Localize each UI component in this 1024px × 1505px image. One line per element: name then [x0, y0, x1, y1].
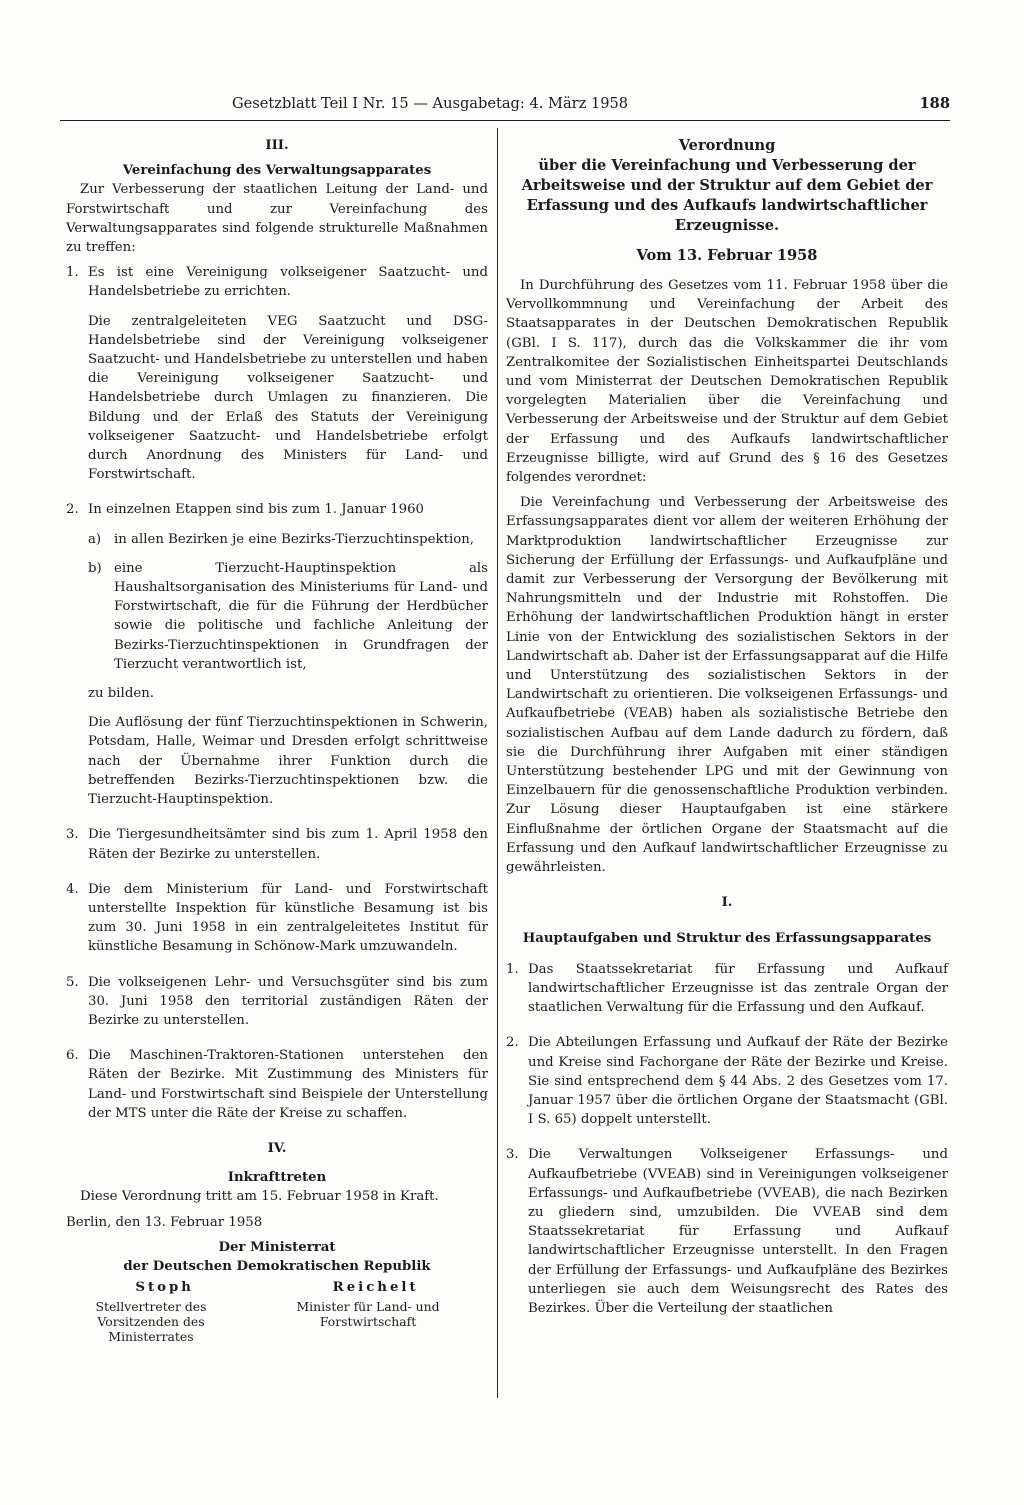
list-item — [66, 825, 488, 863]
list-item — [66, 500, 488, 809]
ordinance-title: Verordnung — [678, 137, 776, 154]
page-number: 188 — [919, 95, 950, 112]
section-numeral: I. — [721, 895, 733, 911]
item-number: 5. — [66, 974, 79, 990]
section-heading: Hauptaufgaben und Struktur des Erfassungsapparates — [522, 930, 932, 946]
inkrafttreten-text: Diese Verordnung tritt am 15. Februar 1958 in Kraft. — [80, 1189, 439, 1205]
item-lead: In einzelnen Etappen sind bis zum 1. Januar 1960 — [88, 502, 424, 518]
item-number: 3. — [66, 827, 79, 843]
preamble-paragraph: In Durchführung des Gesetzes vom 11. Februar 1958 über die Vervollkommnung und Vereinfachung der Arbeit des Staatsapparates in der Deutschen Demokratischen Republik (GBl. I S. 117), durch das die Volkskammer die ihr vom Zentralkomitee der Sozialistischen Einheitspartei Deutschlands und vom Ministerrat der Deutschen Demokratischen Republik vorgelegten Materialien über die Vereinfachung und Verbesserung der Arbeitsweise und der Struktur auf dem Gebiet der Erfassung und des Aufkaufs landwirtschaftlicher Erzeugnisse billigte, wird auf Grund des § 16 des Gesetzes folgendes verordnet: — [506, 278, 948, 486]
list-item — [66, 880, 488, 957]
ordinance-date: Vom 13. Februar 1958 — [636, 247, 818, 264]
section-numeral: IV. — [267, 1140, 287, 1156]
item-text: Die Tiergesundheitsämter sind bis zum 1. April 1958 den Räten der Bezirke zu unterstellen. — [88, 827, 488, 862]
remaining-items — [66, 809, 488, 1123]
signature-block — [66, 1238, 488, 1345]
signing-body-sub: der Deutschen Demokratischen Republik — [123, 1258, 431, 1274]
signatory-right: Reichelt — [332, 1280, 419, 1296]
item-number: 1. — [506, 961, 519, 977]
item-number: 2. — [66, 502, 79, 518]
signatory-title-left: Stellvertreter des Vorsitzenden des Ministerrates — [95, 1299, 207, 1345]
item-number: 2. — [506, 1035, 519, 1051]
item-paragraph: Es ist eine Vereinigung volkseigener Saatzucht- und Handelsbetriebe zu errichten. — [88, 265, 488, 300]
section-heading: Inkrafttreten — [227, 1170, 327, 1186]
item-text: Die volkseigenen Lehr- und Versuchsgüter sind bis zum 30. Juni 1958 den territorial zuständigen Räten der Bezirke zu unterstellen. — [88, 974, 488, 1028]
signatory-title-right: Minister für Land- und Forstwirtschaft — [296, 1299, 440, 1330]
item-number: 3. — [506, 1147, 519, 1163]
place-date: Berlin, den 13. Februar 1958 — [66, 1214, 263, 1230]
list-item — [66, 973, 488, 1031]
sub-item-label: b) — [88, 560, 102, 576]
sub-item-text: eine Tierzucht-Hauptinspektion als Haushaltsorganisation des Ministeriums für Land- und Forstwirtschaft, die für die Führung der Herdbücher sowie die politische und fachliche Anleitung der Bezirks-Tierzuchtinspektionen in Grundfragen der Tierzucht verantwortlich ist, — [114, 560, 488, 672]
sub-item-text: in allen Bezirken je eine Bezirks-Tierzuchtinspektion, — [114, 531, 475, 547]
signatory-titles — [66, 1299, 488, 1344]
ordinance-subject: über die Vereinfachung und Verbesserung der Arbeitsweise und der Struktur auf dem Gebiet der Erfassung und des Aufkaufs landwirtschaftlicher Erzeugnisse. — [521, 157, 933, 234]
item-paragraph: Die zentralgeleiteten VEG Saatzucht und DSG-Handelsbetriebe sind der Vereinigung volkseigener Saatzucht- und Handelsbetriebe zu unterstellen und haben die Vereinigung volkseigener Saatzucht- und Handelsbetriebe durch Umlagen zu finanzieren. Die Bildung und der Erlaß des Statuts der Vereinigung volkseigener Saatzucht- und Handelsbetriebe erfolgt durch Anordnung des Ministers für Land- und Forstwirtschaft. — [88, 313, 488, 483]
column-divider — [497, 128, 498, 1398]
list-item — [66, 1046, 488, 1123]
item-text: Die dem Ministerium für Land- und Forstwirtschaft unterstellte Inspektion für künstliche Besamung ist bis zum 30. Juni 1958 in ein zentralgeleitetes Institut für künstliche Besamung in Schönow-Mark umzuwandeln. — [88, 881, 488, 955]
list-item — [506, 960, 948, 1018]
section-intro: Zur Verbesserung der staatlichen Leitung der Land- und Forstwirtschaft und zur Vereinfachung des Verwaltungsapparates sind folgende strukturelle Maßnahmen zu treffen: — [66, 182, 488, 256]
section-heading: Vereinfachung des Verwaltungsapparates — [122, 163, 432, 179]
item-text: Die Maschinen-Traktoren-Stationen unterstehen den Räten der Bezirke. Mit Zustimmung des Ministers für Land- und Forstwirtschaft sind Beispiele der Unterstellung der MTS unter die Räte der Kreise zu schaffen. — [88, 1048, 488, 1121]
preamble — [506, 276, 948, 877]
header-rule — [60, 120, 950, 121]
signatory-left: Stoph — [135, 1280, 194, 1296]
sub-item — [88, 530, 488, 549]
list-item — [506, 1145, 948, 1318]
running-title: Gesetzblatt Teil I Nr. 15 — Ausgabetag: 4. März 1958 — [232, 95, 629, 112]
item-text: Die Abteilungen Erfassung und Aufkauf der Räte der Bezirke und Kreise sind Fachorgane der Räte der Bezirke und Kreise. Sie sind entsprechend dem § 44 Abs. 2 des Gesetzes vom 17. Januar 1957 über die örtlichen Organe der Staatsmacht (GBl. I S. 65) doppelt unterstellt. — [528, 1035, 948, 1128]
item-number: 6. — [66, 1048, 79, 1064]
item-number: 4. — [66, 881, 79, 897]
signing-body: Der Ministerrat — [218, 1239, 336, 1255]
item-text: Die Verwaltungen Volkseigener Erfassungs- und Aufkaufbetriebe (VVEAB) sind in Vereinigungen volkseigener Erfassungs- und Aufkaufbetriebe (VVEAB), die nach Bezirken zu gliedern sind, umzubilden. Die VVEAB sind dem Staatssekretariat für Erfassung und Aufkauf landwirtschaftlicher Erzeugnisse unterstellt. In den Fragen der Erfüllung der Erfassungs- und Aufkaufpläne des Bezirkes unterliegen sie auch dem Weisungsrecht des Rates des Bezirkes. Über die Verteilung der staatlichen — [528, 1147, 948, 1316]
item-body — [88, 500, 488, 809]
section-items — [506, 954, 948, 1318]
signatory-names — [66, 1278, 488, 1297]
list-item — [506, 1033, 948, 1129]
item-body — [88, 263, 488, 484]
left-column — [66, 136, 488, 1344]
preamble-paragraph: Die Vereinfachung und Verbesserung der Arbeitsweise des Erfassungsapparates dient vor allem der weiteren Erhöhung der Marktproduktion landwirtschaftlicher Erzeugnisse zur Sicherung der Erfüllung der Erfassungs- und Aufkaufpläne und damit zur Verbesserung der Versorgung der Bevölkerung mit Nahrungsmitteln und der Industrie mit Rohstoffen. Die Erhöhung der landwirtschaftlichen Produktion hängt in erster Linie von der Entwicklung des sozialistischen Sektors in der Landwirtschaft ab. Daher ist der Erfassungsapparat auf die Hilfe und Unterstützung des sozialistischen Sektors in der Landwirtschaft zu orientieren. Die volkseigenen Erfassungs- und Aufkaufbetriebe (VEAB) haben als sozialistische Betriebe den sozialistischen Aufbau auf dem Lande dadurch zu fördern, daß sie die Durchführung ihrer Aufgaben mit einer ständigen Unterstützung bestehender LPG und mit der Gewinnung von Einzelbauern für die genossenschaftliche Produktion verbinden. Zur Lösung dieser Hauptaufgaben ist eine stärkere Einflußnahme der örtlichen Organe der Staatsmacht auf die Erfassung und den Aufkauf landwirtschaftlicher Erzeugnisse zu gewährleisten. — [506, 495, 948, 876]
section-numeral: III. — [265, 138, 289, 153]
right-column — [506, 136, 948, 1318]
sub-item — [88, 559, 488, 674]
item-text: Das Staatssekretariat für Erfassung und Aufkauf landwirtschaftlicher Erzeugnisse ist das zentrale Organ der staatlichen Verwaltung für die Erfassung und den Aufkauf. — [528, 961, 948, 1016]
item-note: Die Auflösung der fünf Tierzuchtinspektionen in Schwerin, Potsdam, Halle, Weimar und Dresden erfolgt schrittweise nach der Übernahme ihrer Funktion durch die betreffenden Bezirks-Tierzuchtinspektionen bzw. die Tierzucht-Hauptinspektion. — [88, 715, 488, 808]
item-number: 1. — [66, 265, 79, 281]
list-item — [66, 263, 488, 484]
item-tail: zu bilden. — [88, 686, 154, 702]
page-header — [60, 91, 950, 117]
sub-item-label: a) — [88, 531, 102, 547]
